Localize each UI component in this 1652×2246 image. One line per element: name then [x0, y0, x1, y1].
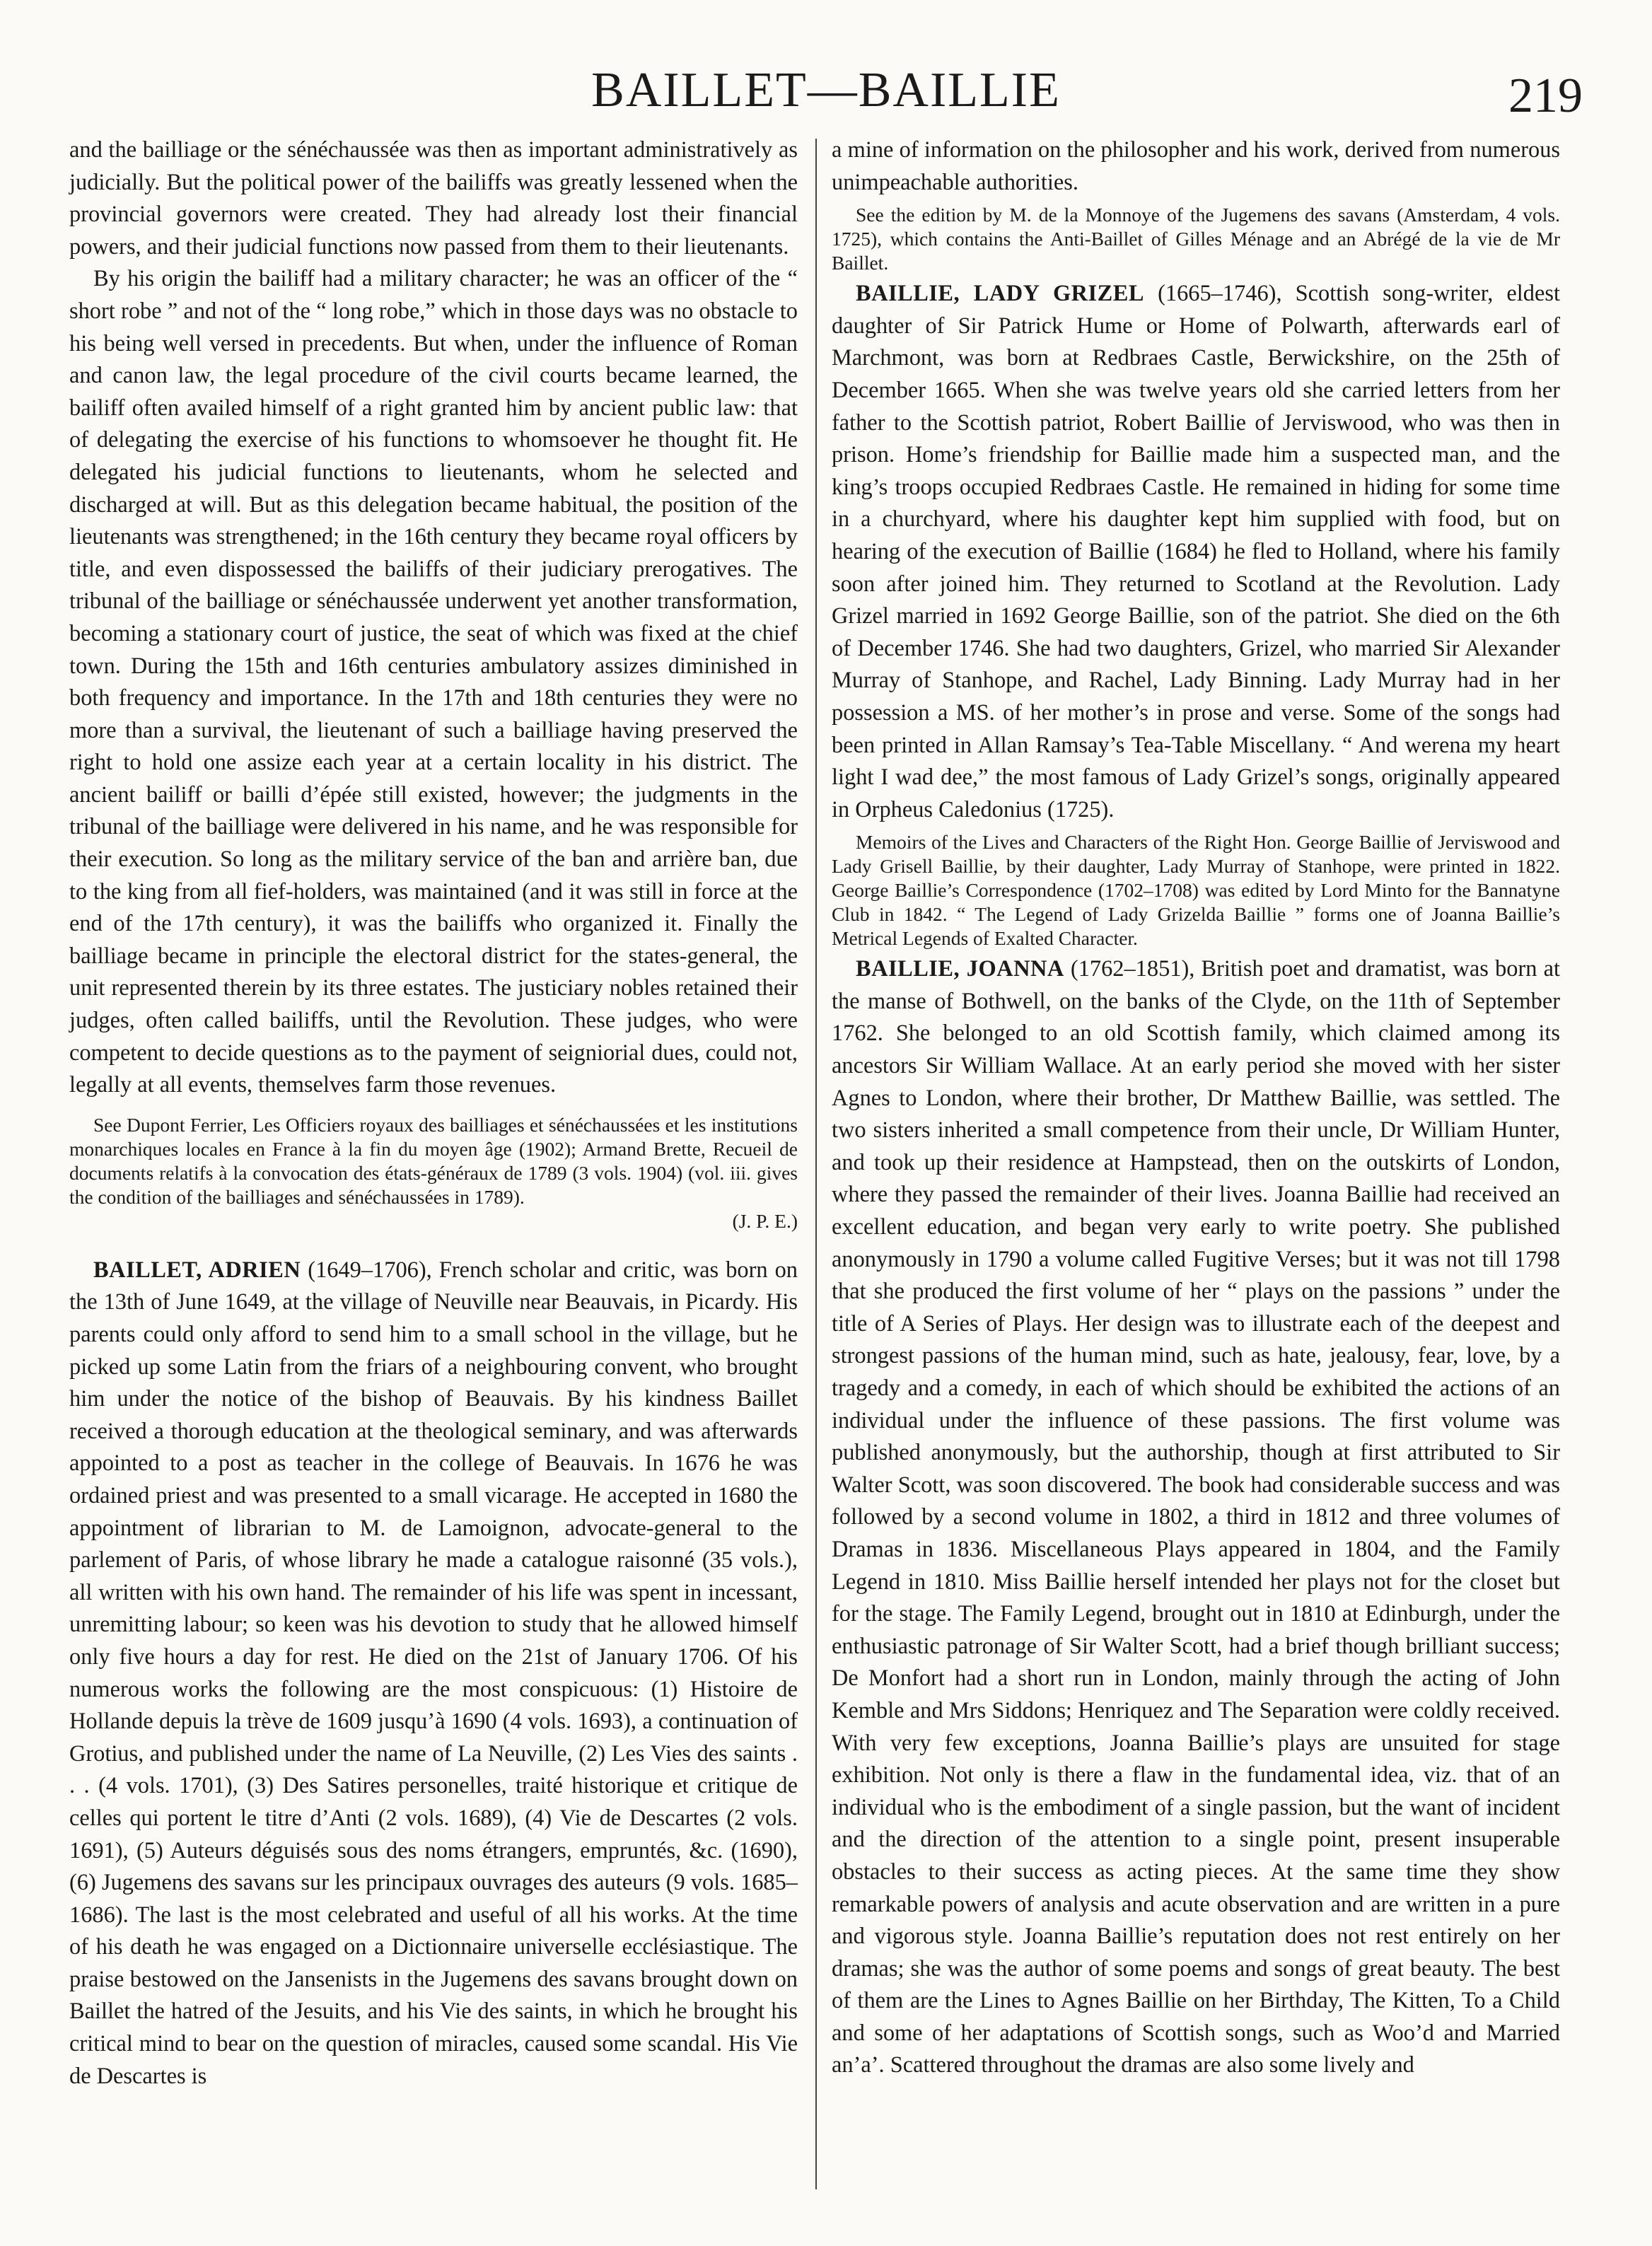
- grizel-bibliography-note: [832, 830, 1560, 950]
- bibliography-text: See Dupont Ferrier, Les Officiers royaux des bailliages et sénéchaussées et les institutions monarchiques locales en France à la fin du moyen âge (1902); Armand Brette, Recueil de documents relatifs à la convocation des états-généraux de 1789 (3 vols. 1904) (vol. iii. gives the condition of the bailliages and sénéchaussées in 1789).: [69, 1113, 798, 1208]
- bibliography-text: See the edition by M. de la Monnoye of the Jugemens des savans (Amsterdam, 4 vols. 1725), which contains the Anti-Baillet of Gilles Ménage and an Abrégé de la vie de Mr Baillet.: [832, 204, 1560, 274]
- running-title: BAILLET—BAILLIE: [591, 63, 1061, 117]
- left-column: [69, 134, 798, 2093]
- baillet-adrien-entry: [69, 1255, 798, 2093]
- bailiff-bibliography-note: [69, 1113, 798, 1233]
- column-divider: [815, 139, 817, 2189]
- entry-heading: BAILLIE, JOANNA: [856, 956, 1064, 982]
- entry-heading: BAILLIE, LADY GRIZEL: [856, 281, 1144, 307]
- baillet-continuation-paragraph: a mine of information on the philosopher and his work, derived from numerous unimpeachable authorities.: [832, 137, 1560, 195]
- bailiff-origin-paragraph: By his origin the bailiff had a military character; he was an officer of the “ short robe ” and not of the “ long robe,” which in those days was no obstacle to his being well versed in precedents. But when, under the influence of Roman and canon law, the legal procedure of the civil courts became learned, the bailiff often availed himself of a right granted him by ancient public law: that of delegating the exercise of his functions to whomsoever he thought fit. He delegated his judicial functions to lieutenants, whom he selected and discharged at will. But as this delegation became habitual, the position of the lieutenants was strengthened; in the 16th century they became royal officers by title, and even dispossessed the bailiffs of their judiciary prerogatives. The tribunal of the bailliage or sénéchaussée underwent yet another transformation, becoming a stationary court of justice, the seat of which was fixed at the chief town. During the 15th and 16th centuries ambulatory assizes diminished in both frequency and importance. In the 17th and 18th centuries they were no more than a survival, the lieutenant of such a bailliage having preserved the right to hold one assize each year at a certain locality in his district. The ancient bailiff or bailli d’épée still existed, however; the judgments in the tribunal of the bailliage were delivered in his name, and he was responsible for their execution. So long as the military service of the ban and arrière ban, due to the king from all fief-holders, was maintained (and it was still in force at the end of the 17th century), it was the bailiffs who organized it. Finally the bailliage became in principle the electoral district for the states-general, the unit represented therein by its three estates. The justiciary nobles retained their judges, often called bailiffs, until the Revolution. These judges, who were competent to decide questions as to the payment of seigniorial dues, could not, legally at all events, themselves farm those revenues.: [69, 266, 798, 1098]
- bailiff-continuation-paragraph: and the bailliage or the sénéchaussée was then as important administratively as judicially. But the political power of the bailiffs was greatly lessened when the provincial governors were created. They had already lost their financial powers, and their judicial functions now passed from them to their lieutenants.: [69, 137, 798, 260]
- entry-body: (1665–1746), Scottish song-writer, eldest daughter of Sir Patrick Hume or Home of Polwarth, afterwards earl of Marchmont, was born at Redbraes Castle, Berwickshire, on the 25th of December 1665. When she was twelve years old she carried letters from her father to the Scottish patriot, Robert Baillie of Jerviswood, who was then in prison. Home’s friendship for Baillie made him a suspected man, and the king’s troops occupied Redbraes Castle. He remained in hiding for some time in a churchyard, where his daughter kept him supplied with food, but on hearing of the execution of Baillie (1684) he fled to Holland, where his family soon after joined him. They returned to Scotland at the Revolution. Lady Grizel married in 1692 George Baillie, son of the patriot. She died on the 6th of December 1746. She had two daughters, Grizel, who married Sir Alexander Murray of Stanhope, and Rachel, Lady Binning. Lady Murray had in her possession a MS. of her mother’s in prose and verse. Some of the songs had been printed in Allan Ramsay’s Tea-Table Miscellany. “ And werena my heart light I wad dee,” the most famous of Lady Grizel’s songs, originally appeared in Orpheus Caledonius (1725).: [832, 281, 1560, 822]
- author-initials: (J. P. E.): [732, 1209, 798, 1232]
- page-number: 219: [1508, 69, 1583, 123]
- entry-body: (1762–1851), British poet and dramatist, was born at the manse of Bothwell, on the banks of the Clyde, on the 11th of September 1762. She belonged to an old Scottish family, which claimed among its ancestors Sir William Wallace. At an early period she moved with her sister Agnes to London, where their brother, Dr Matthew Baillie, was settled. The two sisters inherited a small competence from their uncle, Dr William Hunter, and took up their residence at Hampstead, then on the outskirts of London, where they passed the remainder of their lives. Joanna Baillie had received an excellent education, and began very early to write poetry. She published anonymously in 1790 a volume called Fugitive Verses; but it was not till 1798 that she produced the first volume of her “ plays on the passions ” under the title of A Series of Plays. Her design was to illustrate each of the deepest and strongest passions of the human mind, such as hate, jealousy, fear, love, by a tragedy and a comedy, in each of which should be exhibited the actions of an individual under the influence of these passions. The first volume was published anonymously, but the authorship, though at first attributed to Sir Walter Scott, was soon discovered. The book had considerable success and was followed by a second volume in 1802, a third in 1812 and three volumes of Dramas in 1836. Miscellaneous Plays appeared in 1804, and the Family Legend in 1810. Miss Baillie herself intended her plays not for the closet but for the stage. The Family Legend, brought out in 1810 at Edinburgh, under the enthusiastic patronage of Sir Walter Scott, had a brief though brilliant success; De Monfort had a short run in London, mainly through the acting of John Kemble and Mrs Siddons; Henriquez and The Separation were coldly received. With very few exceptions, Joanna Baillie’s plays are unsuited for stage exhibition. Not only is there a flaw in the fundamental idea, viz. that of an individual who is the embodiment of a single passion, but the want of incident and the direction of the attention to a single point, present insuperable obstacles to their success as acting pieces. At the same time they show remarkable powers of analysis and acute observation and are written in a pure and vigorous style. Joanna Baillie’s reputation does not rest entirely on her dramas; she was the author of some poems and songs of great beauty. The best of them are the Lines to Agnes Baillie on her Birthday, The Kitten, To a Child and some of her adaptations of Scottish songs, such as Woo’d and Married an’a’. Scattered throughout the dramas are also some lively and: [832, 956, 1560, 2078]
- page-header: [69, 55, 1583, 126]
- baillie-grizel-entry: [832, 278, 1560, 826]
- entry-body: (1649–1706), French scholar and critic, was born on the 13th of June 1649, at the village of Neuville near Beauvais, in Picardy. His parents could only afford to send him to a small school in the village, but he picked up some Latin from the friars of a neighbouring convent, who brought him under the notice of the bishop of Beauvais. By his kindness Baillet received a thorough education at the theological seminary, and was afterwards appointed to a post as teacher in the college of Beauvais. In 1676 he was ordained priest and was presented to a small vicarage. He accepted in 1680 the appointment of librarian to M. de Lamoignon, advocate-general to the parlement of Paris, of whose library he made a catalogue raisonné (35 vols.), all written with his own hand. The remainder of his life was spent in incessant, unremitting labour; so keen was his devotion to study that he allowed himself only five hours a day for rest. He died on the 21st of January 1706. Of his numerous works the following are the most conspicuous: (1) Histoire de Hollande depuis la trève de 1609 jusqu’à 1690 (4 vols. 1693), a continuation of Grotius, and published under the name of La Neuville, (2) Les Vies des saints . . . (4 vols. 1701), (3) Des Satires personelles, traité historique et critique de celles qui portent le titre d’Anti (2 vols. 1689), (4) Vie de Descartes (2 vols. 1691), (5) Auteurs déguisés sous des noms étrangers, empruntés, &c. (1690), (6) Jugemens des savans sur les principaux ouvrages des auteurs (9 vols. 1685–1686). The last is the most celebrated and useful of all his works. At the time of his death he was engaged on a Dictionnaire universelle ecclésiastique. The praise bestowed on the Jansenists in the Jugemens des savans brought down on Baillet the hatred of the Jesuits, and his Vie des saints, in which he brought his critical mind to bear on the question of miracles, caused some scandal. His Vie de Descartes is: [69, 1257, 798, 2089]
- entry-heading: BAILLET, ADRIEN: [93, 1257, 301, 1283]
- baillie-joanna-entry: [832, 953, 1560, 2082]
- bibliography-text: Memoirs of the Lives and Characters of the Right Hon. George Baillie of Jerviswood and Lady Grisell Baillie, by their daughter, Lady Murray of Stanhope, were printed in 1822. George Baillie’s Correspondence (1702–1708) was edited by Lord Minto for the Bannatyne Club in 1842. “ The Legend of Lady Grizelda Baillie ” forms one of Joanna Baillie’s Metrical Legends of Exalted Character.: [832, 831, 1560, 950]
- right-column: [832, 134, 1560, 2082]
- baillet-bibliography-note: [832, 203, 1560, 275]
